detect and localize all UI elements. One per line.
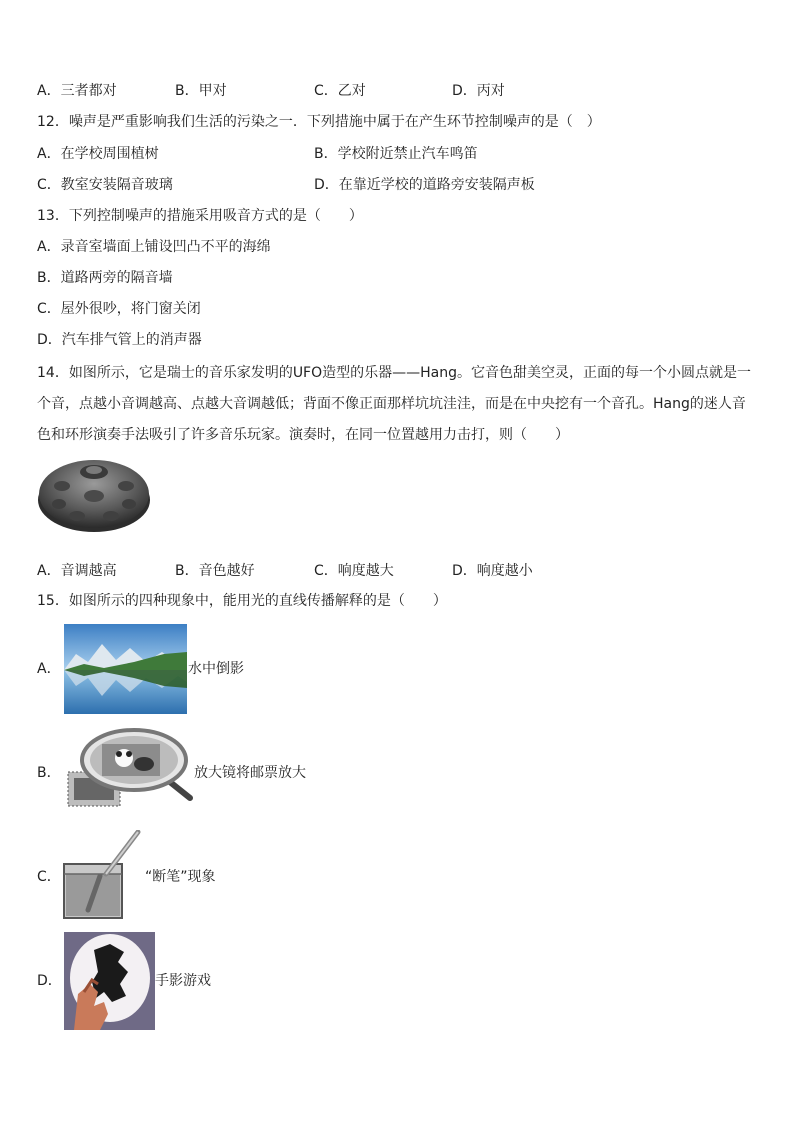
q15-option-d-letter: D．: [37, 973, 62, 989]
q14-option-d: D．响度越小: [452, 563, 533, 579]
q13-option-d: D．汽车排气管上的消声器: [37, 332, 202, 348]
q12-option-a: A．在学校周围植树: [37, 146, 159, 162]
bent-pencil-glass-image: [62, 830, 142, 920]
q15-option-b-caption: 放大镜将邮票放大: [194, 765, 306, 781]
q13-option-c: C．屋外很吵，将门窗关闭: [37, 301, 201, 317]
q12-option-b: B．学校附近禁止汽车鸣笛: [314, 146, 478, 162]
hand-shadow-image: [64, 932, 155, 1030]
q15-option-a-letter: A．: [37, 661, 61, 677]
q14-option-a: A．音调越高: [37, 563, 117, 579]
q15-option-c-caption: “断笔”现象: [145, 869, 216, 885]
q14-option-c: C．响度越大: [314, 563, 394, 579]
q13-option-a: A．录音室墙面上铺设凹凸不平的海绵: [37, 239, 271, 255]
q15-option-a-caption: 水中倒影: [188, 661, 244, 677]
q12-stem: 12．噪声是严重影响我们生活的污染之一．下列措施中属于在产生环节控制噪声的是（ ）: [37, 114, 601, 130]
q11-option-b: B．甲对: [175, 83, 227, 99]
q15-option-c-letter: C．: [37, 869, 61, 885]
q12-option-d: D．在靠近学校的道路旁安装隔声板: [314, 177, 535, 193]
q11-option-c: C．乙对: [314, 83, 366, 99]
lake-reflection-image: [64, 624, 187, 714]
q14-stem: 14．如图所示，它是瑞士的音乐家发明的UFO造型的乐器——Hang。它音色甜美空灵，正面的每一个小圆点就是一个音，点越小音调越高、点越大音调越低；背面不像正面那样坑坑洼洼，而是在中央挖有一个音孔。Hang的迷人音色和环形演奏手法吸引了许多音乐玩家。演奏时，在同一位置越用力击打，则（ ）: [37, 365, 751, 443]
q14-option-b: B．音色越好: [175, 563, 255, 579]
q15-option-b-letter: B．: [37, 765, 61, 781]
magnifier-stamp-image: [62, 726, 194, 808]
q15-option-d-caption: 手影游戏: [155, 973, 211, 989]
q11-option-d: D．丙对: [452, 83, 505, 99]
q13-stem: 13．下列控制噪声的措施采用吸音方式的是（ ）: [37, 208, 363, 224]
q11-option-a: A．三者都对: [37, 83, 117, 99]
q13-option-b: B．道路两旁的隔音墙: [37, 270, 173, 286]
hang-drum-image: [37, 456, 151, 534]
q15-stem: 15．如图所示的四种现象中，能用光的直线传播解释的是（ ）: [37, 593, 447, 609]
q12-option-c: C．教室安装隔音玻璃: [37, 177, 173, 193]
